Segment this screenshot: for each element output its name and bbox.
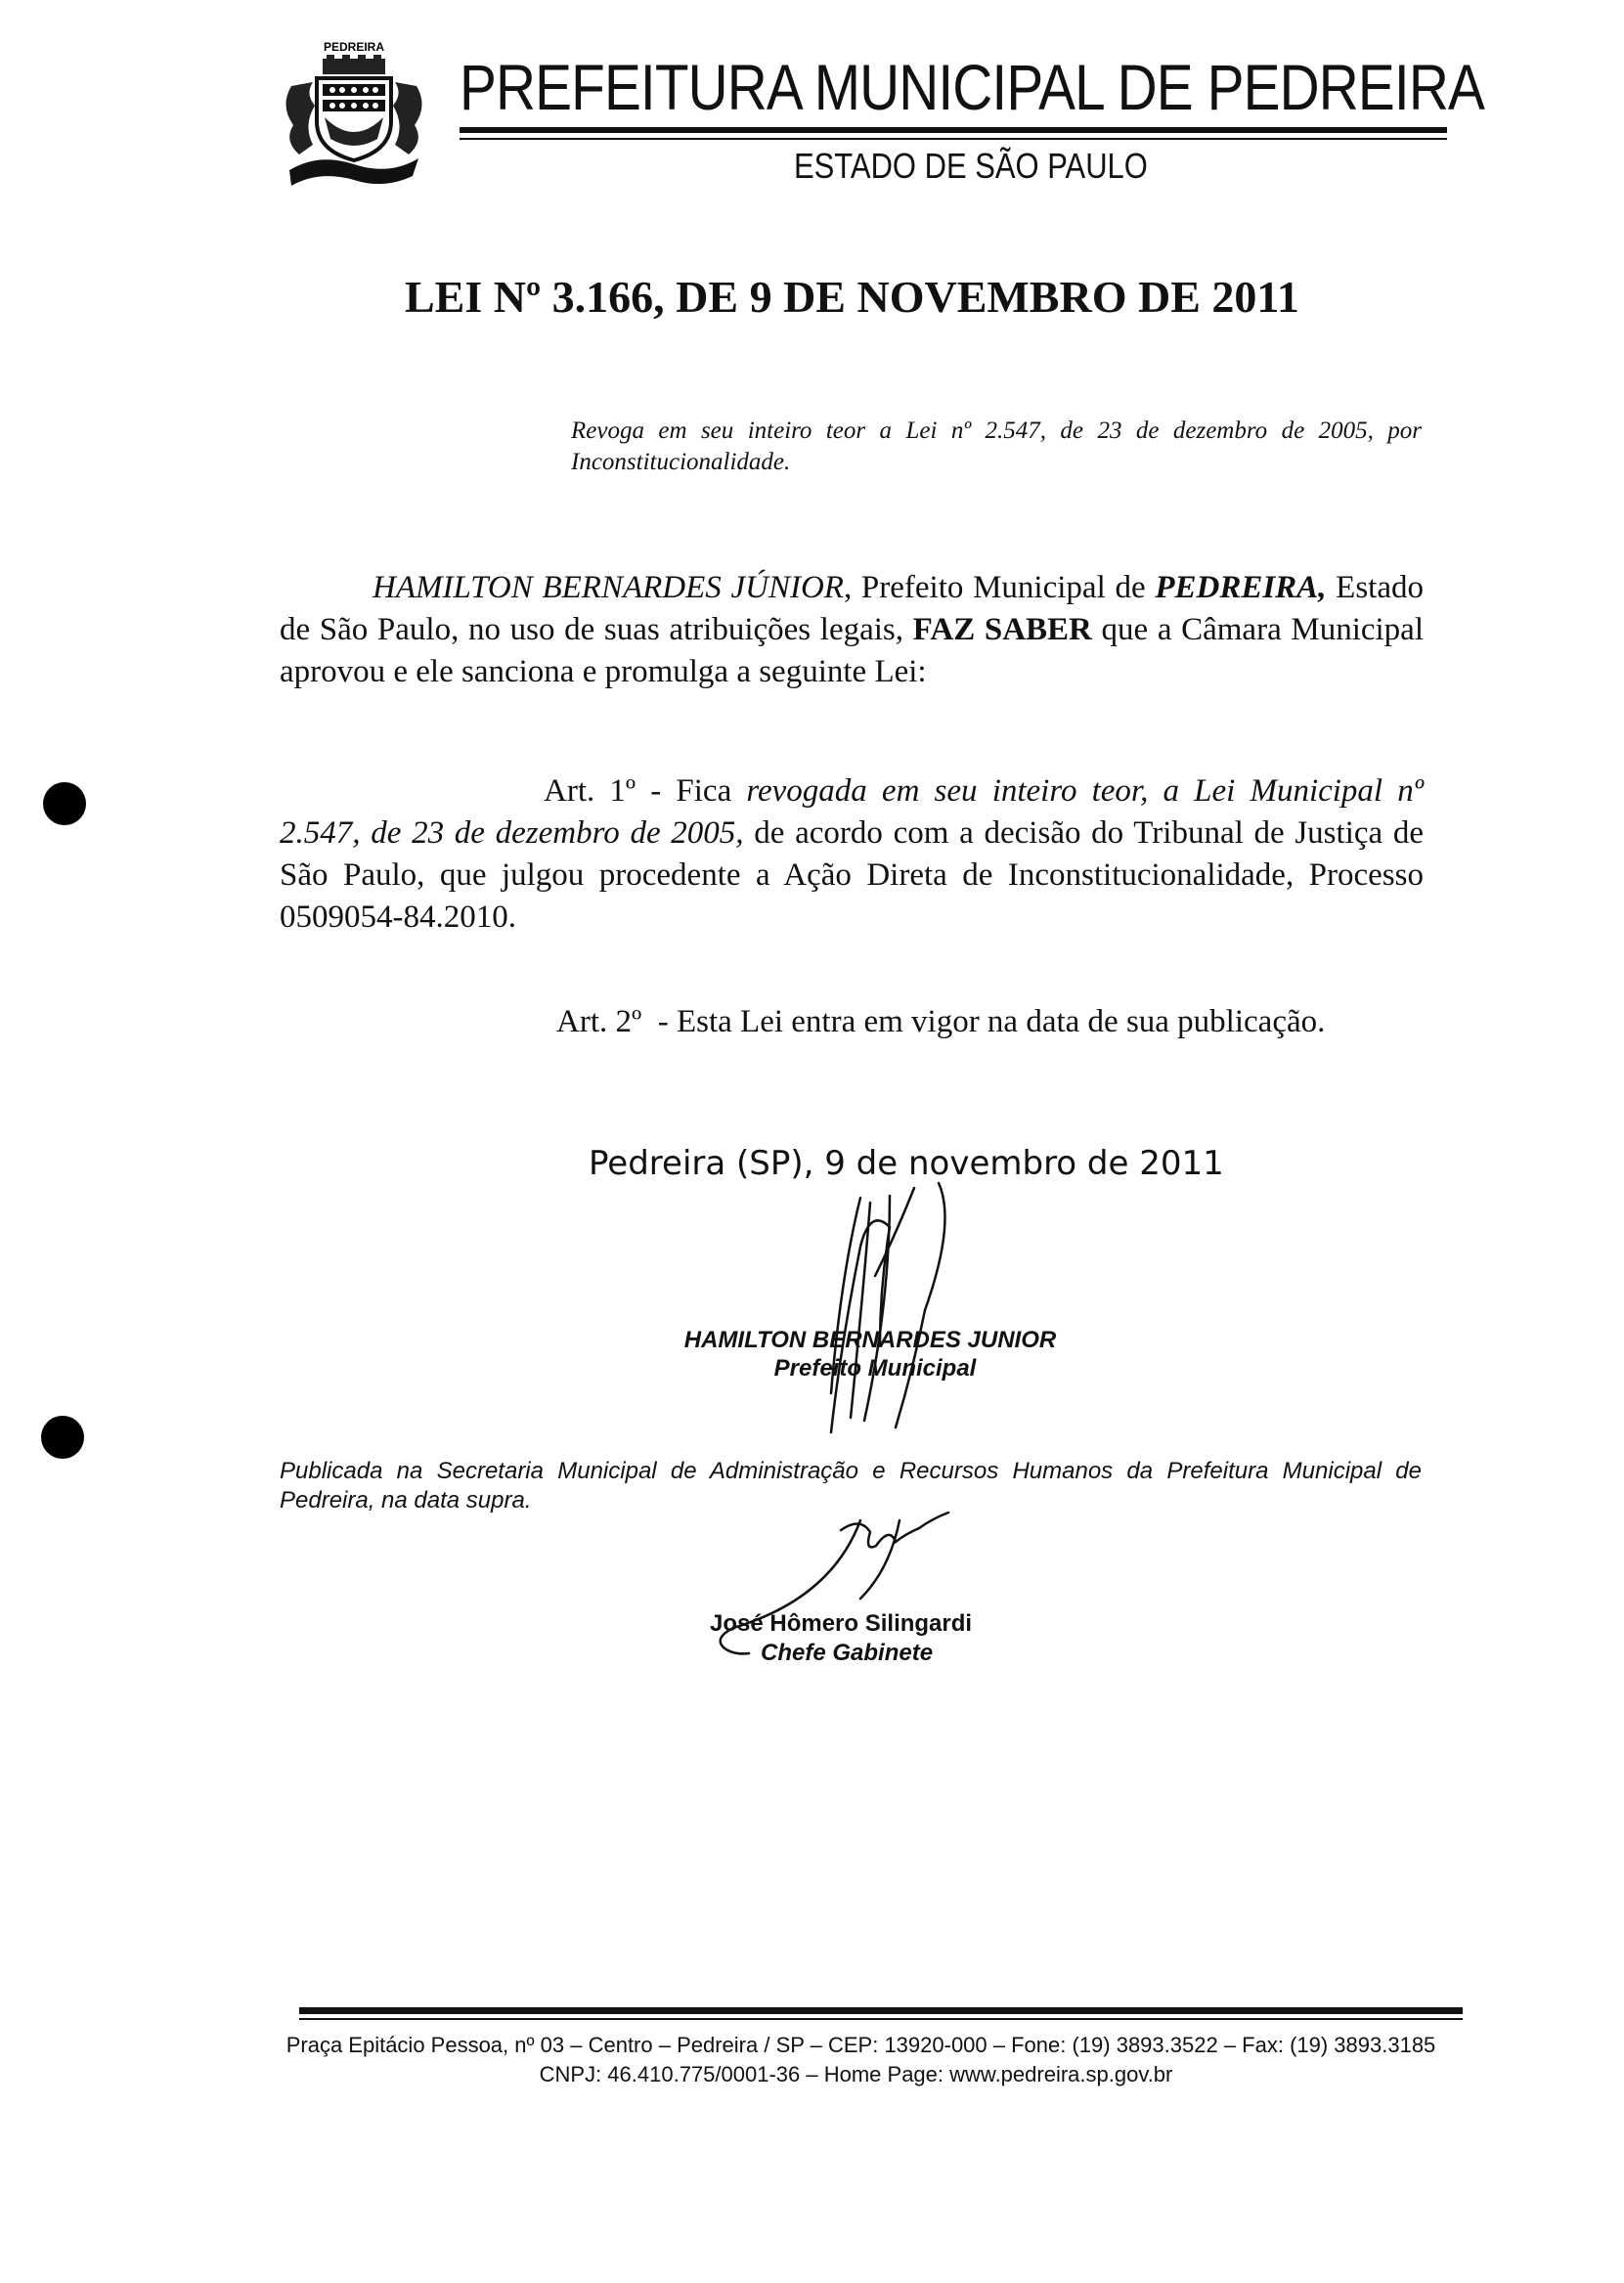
article-1 xyxy=(280,770,1424,939)
footer-rule-thin xyxy=(299,2018,1463,2020)
footer-rule xyxy=(299,2007,1463,2014)
place-date: Pedreira (SP), 9 de novembro de 2011 xyxy=(589,1144,1224,1183)
header-title: PREFEITURA MUNICIPAL DE PEDREIRA xyxy=(460,51,1484,123)
preamble-text-3: que a Câmara Municipal aprovou e ele sanciona e promulga a seguinte Lei: xyxy=(280,612,1424,689)
crest-label: PEDREIRA xyxy=(323,40,385,54)
preamble-text-1: , Prefeito Municipal de xyxy=(843,570,1156,605)
article-2-label: Art. 2º xyxy=(556,1004,642,1039)
header-rule xyxy=(460,127,1447,133)
law-title: LEI Nº 3.166, DE 9 DE NOVEMBRO DE 2011 xyxy=(405,272,1299,322)
hole-punch-top xyxy=(43,782,86,825)
preamble-text-2: Estado de São Paulo, no uso de suas atribuições legais, xyxy=(280,570,1424,647)
header-rule-thin xyxy=(460,138,1447,140)
faz-saber: FAZ SABER xyxy=(912,612,1092,647)
article-1-label: Art. 1º xyxy=(544,773,636,809)
article-1-rest: de acordo com a decisão do Tribunal de Justiça de São Paulo, que julgou procedente a Ação Direta de Inconstitucionalidade, Processo 0509054-84.2010. xyxy=(280,815,1425,935)
publication-note: Publicada na Secretaria Municipal de Administração e Recursos Humanos da Prefeitura Municipal de Pedreira, na data supra. xyxy=(280,1458,1422,1514)
mayor-name: HAMILTON BERNARDES JÚNIOR xyxy=(373,570,844,605)
article-2 xyxy=(556,1001,1436,1043)
footer-cnpj: CNPJ: 46.410.775/0001-36 – Home Page: www.pedreira.sp.gov.br xyxy=(539,2062,1173,2086)
article-2-rest: - Esta Lei entra em vigor na data de sua publicação. xyxy=(641,1004,1326,1039)
footer-address: Praça Epitácio Pessoa, nº 03 – Centro – Pedreira / SP – CEP: 13920-000 – Fone: (19) 3893.3522 – Fax: (19) 3893.3185 xyxy=(285,2033,1436,2057)
signer-1-role: Prefeito Municipal xyxy=(773,1355,977,1382)
preamble-paragraph xyxy=(280,567,1424,693)
article-1-lead: - Fica xyxy=(636,773,747,809)
mayor-signature xyxy=(743,1178,997,1462)
signer-2-name: José Hômero Silingardi xyxy=(710,1610,973,1637)
signer-2-role: Chefe Gabinete xyxy=(761,1640,934,1666)
signer-1-name: HAMILTON BERNARDES JUNIOR xyxy=(683,1327,1057,1353)
coat-of-arms-logo xyxy=(276,37,432,198)
header-state: ESTADO DE SÃO PAULO xyxy=(794,146,1148,186)
law-ementa: Revoga em seu inteiro teor a Lei nº 2.547, de 23 de dezembro de 2005, por Inconstitucionalidade. xyxy=(571,417,1422,475)
article-1-italic: revogada em seu inteiro teor, a Lei Municipal nº 2.547, de 23 de dezembro de 2005, xyxy=(280,773,1424,851)
hole-punch-bottom xyxy=(41,1416,84,1459)
city-name: PEDREIRA, xyxy=(1155,570,1327,605)
